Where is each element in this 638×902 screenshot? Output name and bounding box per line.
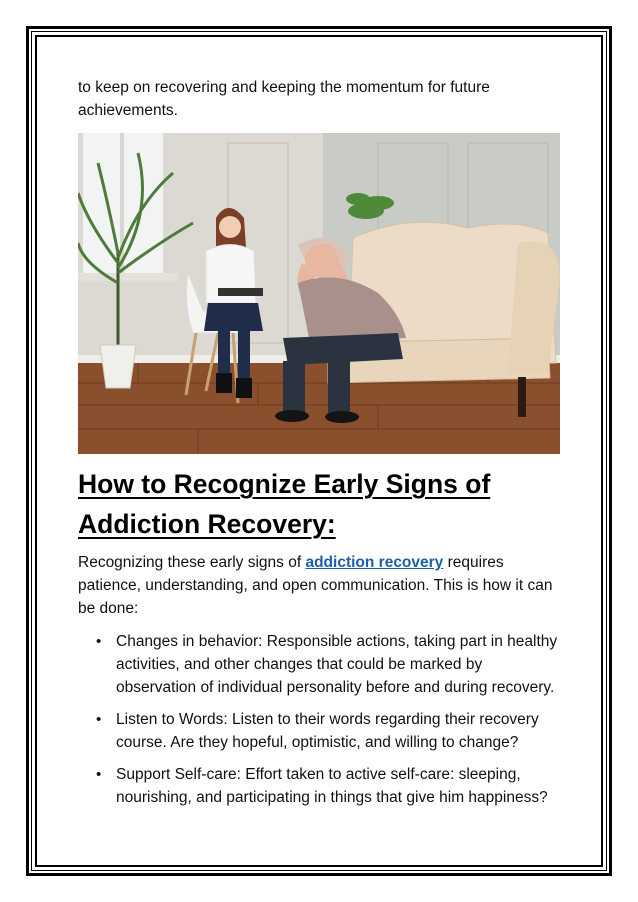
addiction-recovery-link[interactable]: addiction recovery [305, 554, 444, 571]
bullet-icon: • [96, 711, 102, 728]
list-item-text: Listen to Words: Listen to their words regarding their recovery course. Are they hopeful, optimistic, and willing to change? [116, 711, 539, 751]
list-item-listen [78, 708, 562, 754]
section-heading-line-1: How to Recognize Early Signs of [78, 469, 491, 499]
bullet-icon: • [96, 633, 102, 650]
paragraph-text-after-link: requires patience, understanding, and open communication. This is how it can be done: [78, 554, 553, 617]
list-item-text: Support Self-care: Effort taken to active self-care: sleeping, nourishing, and participating in things that give him happiness? [116, 766, 548, 806]
document-content [78, 76, 562, 818]
therapy-session-photo [78, 133, 560, 454]
bullet-icon: • [96, 766, 102, 783]
signs-list [78, 630, 562, 809]
list-item-text: Changes in behavior: Responsible actions, taking part in healthy activities, and other changes that could be marked by observation of individual personality before and during recovery. [116, 633, 558, 696]
body-paragraph [78, 551, 562, 620]
intro-paragraph: to keep on recovering and keeping the momentum for future achievements. [78, 79, 490, 119]
paragraph-text-before-link: Recognizing these early signs of [78, 554, 306, 571]
section-heading-line-2: Addiction Recovery: [78, 509, 336, 539]
list-item-self-care [78, 763, 562, 809]
section-heading [78, 464, 562, 544]
list-item-behavior [78, 630, 562, 699]
